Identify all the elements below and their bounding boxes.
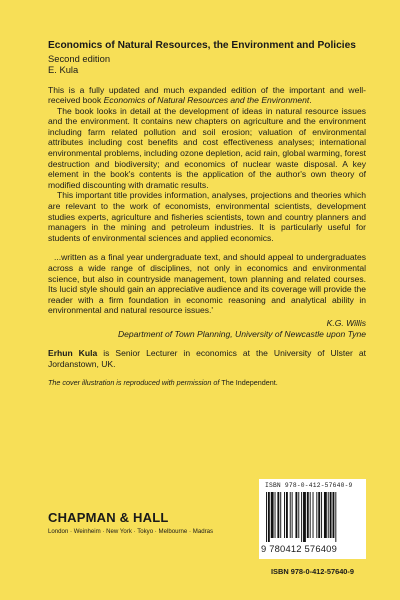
intro-text: This is a fully updated and much expanded edition of the important and well-received book [48, 84, 366, 106]
author-bio-name: Erhun Kula [48, 348, 98, 359]
book-title: Economics of Natural Resources, the Environment and Policies [48, 40, 356, 51]
barcode-bar [303, 492, 306, 542]
author-bio-text: is Senior Lecturer in economics at the University of Ulster at Jordanstown, UK. [48, 348, 366, 369]
barcode-bar [324, 492, 327, 538]
barcode-bar [275, 492, 276, 538]
barcode-bar [310, 492, 311, 538]
book-author: E. Kula [48, 64, 79, 75]
barcode-bar [286, 492, 288, 538]
publisher-cities: London · Weinheim · New York · Tokyo · Melbourne · Madras [48, 528, 214, 535]
barcode-bar [290, 492, 291, 538]
barcode-bar [298, 492, 299, 538]
description-paragraph: The book looks in detail at the development of ideas in natural resource issues and the environment. It contains new chapters on agriculture and the environment including farm related pollution and soil erosion; valuation of environmental attributes including cost benefits and cost effectiveness analyses; international environmental problems, including ozone depletion, acid rain, global warming, forest destruction and biodiversity; and economics of nuclear waste disposal. A key element in the book's contents is the application of the author's own theory of modified discounting with dramatic results. [48, 105, 366, 190]
previous-title: Economics of Natural Resources and the Environment [103, 95, 310, 106]
barcode-bar [313, 492, 314, 538]
barcode-bar [333, 492, 335, 538]
barcode-bar [321, 492, 322, 538]
barcode-bars [266, 492, 360, 542]
barcode-bar [295, 492, 297, 538]
barcode-bar [280, 492, 281, 538]
barcode-bar [292, 492, 293, 538]
barcode-bar [271, 492, 274, 538]
cover-credit [48, 378, 366, 387]
barcode-bar [328, 492, 329, 538]
publisher-name: CHAPMAN & HALL [48, 510, 169, 525]
barcode-bar [301, 492, 302, 542]
review-quote: ...written as a final year undergraduate text, and should appeal to undergraduates across a wide range of disciplines, not only in economics and environmental science, but also in countryside management, town planning and related courses. Its lucid style should gain an appreciative audience and its coverage will provide the reader with a firm foundation in economic reasoning and analytical ability in environmental and natural resource issues.' [48, 252, 366, 316]
barcode-digits: 9 780412 576409 [261, 543, 337, 554]
intro-end: . [309, 95, 312, 106]
book-edition: Second edition [48, 52, 111, 64]
cover-credit-text: The cover illustration is reproduced with permission of [48, 378, 222, 388]
publisher-block [48, 510, 213, 535]
barcode-bar [307, 492, 309, 538]
barcode [259, 479, 366, 559]
back-cover-text [48, 40, 366, 395]
description-intro [48, 85, 366, 106]
barcode-bar [268, 492, 270, 542]
barcode-bar [284, 492, 285, 538]
barcode-bar [277, 492, 279, 538]
barcode-bar [266, 492, 267, 542]
barcode-bar [318, 492, 320, 538]
barcode-bar [316, 492, 317, 538]
author-bio [48, 348, 366, 369]
reviewer-affiliation: Department of Town Planning, University of Newcastle upon Tyne [118, 328, 366, 339]
cover-credit-end: . [275, 378, 278, 388]
audience-paragraph: This important title provides information, analyses, projections and theories which are relevant to the work of economists, environmental scientists, development studies experts, agriculture and fisheries scientists, town and country planners and managers in the mining and petroleum industries. It is particularly useful for students of environmental sciences and applied economics. [48, 190, 366, 243]
isbn-footer: ISBN 978-0-412-57640-9 [271, 567, 354, 576]
cover-credit-source: The Independent [221, 378, 276, 388]
barcode-isbn-label: ISBN 978-0-412-57640-9 [265, 482, 353, 489]
barcode-bar [335, 492, 336, 542]
barcode-bar [330, 492, 332, 538]
reviewer-name: K.G. Willis [326, 317, 366, 328]
